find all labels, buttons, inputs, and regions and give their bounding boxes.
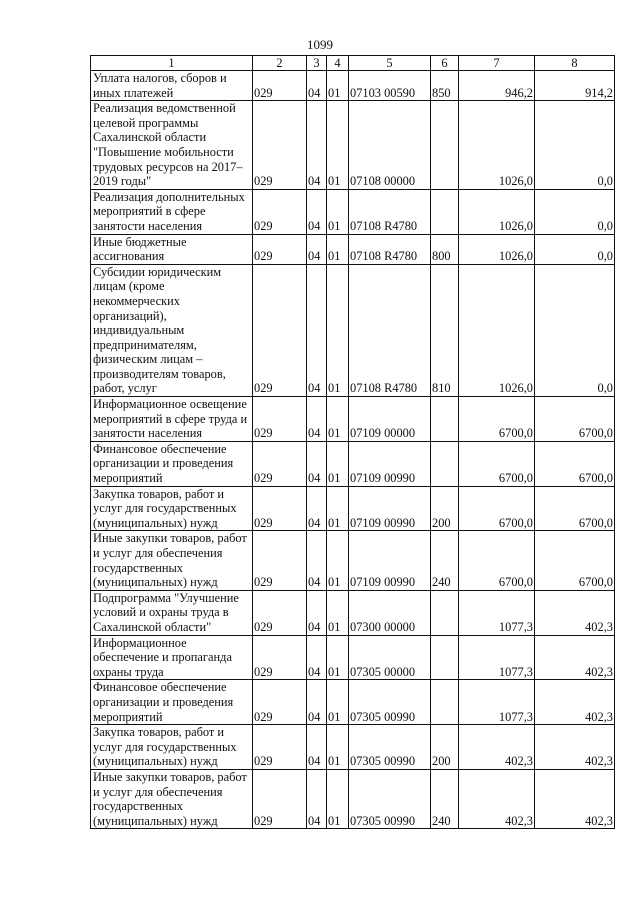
ministry-code-cell: 029	[253, 234, 307, 264]
row-name-cell: Иные закупки товаров, работ и услуг для обеспечения государственных (муниципальных) нужд	[91, 769, 253, 828]
ministry-code-cell: 029	[253, 189, 307, 234]
column-header: 5	[349, 56, 431, 71]
amount-col7-cell: 402,3	[459, 769, 535, 828]
ministry-code-cell: 029	[253, 397, 307, 442]
amount-col7-cell: 6700,0	[459, 441, 535, 486]
row-name-cell: Информационное освещение мероприятий в сфере труда и занятости населения	[91, 397, 253, 442]
expense-type-cell: 200	[431, 486, 459, 531]
table-row	[91, 101, 615, 190]
ministry-code-cell: 029	[253, 769, 307, 828]
expense-type-cell	[431, 680, 459, 725]
subsection-code-cell: 01	[327, 397, 349, 442]
ministry-code-cell: 029	[253, 635, 307, 680]
row-name-cell: Иные бюджетные ассигнования	[91, 234, 253, 264]
ministry-code-cell: 029	[253, 101, 307, 190]
amount-col7-cell: 946,2	[459, 71, 535, 101]
header-row	[91, 56, 615, 71]
amount-col8-cell: 402,3	[535, 680, 615, 725]
section-code-cell: 04	[307, 71, 327, 101]
section-code-cell: 04	[307, 234, 327, 264]
ministry-code-cell: 029	[253, 680, 307, 725]
table-row	[91, 234, 615, 264]
amount-col8-cell: 402,3	[535, 590, 615, 635]
section-code-cell: 04	[307, 397, 327, 442]
table-row	[91, 680, 615, 725]
amount-col7-cell: 6700,0	[459, 531, 535, 590]
ministry-code-cell: 029	[253, 264, 307, 396]
section-code-cell: 04	[307, 531, 327, 590]
row-name-cell: Подпрограмма "Улучшение условий и охраны труда в Сахалинской области"	[91, 590, 253, 635]
column-header: 2	[253, 56, 307, 71]
amount-col8-cell: 0,0	[535, 264, 615, 396]
ministry-code-cell: 029	[253, 531, 307, 590]
amount-col8-cell: 914,2	[535, 71, 615, 101]
row-name-cell: Уплата налогов, сборов и иных платежей	[91, 71, 253, 101]
section-code-cell: 04	[307, 590, 327, 635]
ministry-code-cell: 029	[253, 71, 307, 101]
expense-type-cell: 240	[431, 531, 459, 590]
amount-col7-cell: 1026,0	[459, 234, 535, 264]
section-code-cell: 04	[307, 725, 327, 770]
table-row	[91, 590, 615, 635]
table-row	[91, 725, 615, 770]
amount-col8-cell: 6700,0	[535, 531, 615, 590]
subsection-code-cell: 01	[327, 769, 349, 828]
subsection-code-cell: 01	[327, 71, 349, 101]
amount-col8-cell: 0,0	[535, 189, 615, 234]
row-name-cell: Финансовое обеспечение организации и проведения мероприятий	[91, 441, 253, 486]
table-row	[91, 531, 615, 590]
subsection-code-cell: 01	[327, 531, 349, 590]
target-article-cell: 07108 R4780	[349, 264, 431, 396]
section-code-cell: 04	[307, 101, 327, 190]
target-article-cell: 07109 00990	[349, 531, 431, 590]
expense-type-cell	[431, 590, 459, 635]
amount-col8-cell: 402,3	[535, 635, 615, 680]
table-row	[91, 71, 615, 101]
row-name-cell: Финансовое обеспечение организации и проведения мероприятий	[91, 680, 253, 725]
target-article-cell: 07108 R4780	[349, 234, 431, 264]
subsection-code-cell: 01	[327, 590, 349, 635]
expense-type-cell	[431, 441, 459, 486]
expense-type-cell: 850	[431, 71, 459, 101]
row-name-cell: Реализация дополнительных мероприятий в сфере занятости населения	[91, 189, 253, 234]
row-name-cell: Закупка товаров, работ и услуг для государственных (муниципальных) нужд	[91, 486, 253, 531]
subsection-code-cell: 01	[327, 635, 349, 680]
target-article-cell: 07300 00000	[349, 590, 431, 635]
column-header: 6	[431, 56, 459, 71]
row-name-cell: Закупка товаров, работ и услуг для государственных (муниципальных) нужд	[91, 725, 253, 770]
target-article-cell: 07305 00990	[349, 680, 431, 725]
amount-col8-cell: 402,3	[535, 769, 615, 828]
expense-type-cell: 200	[431, 725, 459, 770]
amount-col7-cell: 6700,0	[459, 397, 535, 442]
target-article-cell: 07109 00990	[349, 486, 431, 531]
target-article-cell: 07305 00000	[349, 635, 431, 680]
section-code-cell: 04	[307, 441, 327, 486]
row-name-cell: Иные закупки товаров, работ и услуг для обеспечения государственных (муниципальных) нужд	[91, 531, 253, 590]
target-article-cell: 07305 00990	[349, 725, 431, 770]
table-row	[91, 486, 615, 531]
amount-col7-cell: 1026,0	[459, 264, 535, 396]
ministry-code-cell: 029	[253, 590, 307, 635]
subsection-code-cell: 01	[327, 189, 349, 234]
subsection-code-cell: 01	[327, 101, 349, 190]
amount-col7-cell: 1077,3	[459, 590, 535, 635]
expense-type-cell: 800	[431, 234, 459, 264]
table-row	[91, 635, 615, 680]
column-header: 1	[91, 56, 253, 71]
amount-col8-cell: 0,0	[535, 234, 615, 264]
page-number: 1099	[307, 37, 333, 52]
ministry-code-cell: 029	[253, 441, 307, 486]
ministry-code-cell: 029	[253, 486, 307, 531]
amount-col8-cell: 0,0	[535, 101, 615, 190]
subsection-code-cell: 01	[327, 441, 349, 486]
section-code-cell: 04	[307, 486, 327, 531]
expense-type-cell	[431, 101, 459, 190]
expense-type-cell	[431, 635, 459, 680]
subsection-code-cell: 01	[327, 725, 349, 770]
section-code-cell: 04	[307, 680, 327, 725]
ministry-code-cell: 029	[253, 725, 307, 770]
column-header: 7	[459, 56, 535, 71]
row-name-cell: Информационное обеспечение и пропаганда охраны труда	[91, 635, 253, 680]
target-article-cell: 07108 R4780	[349, 189, 431, 234]
column-header: 8	[535, 56, 615, 71]
amount-col8-cell: 6700,0	[535, 397, 615, 442]
table-row	[91, 397, 615, 442]
expense-type-cell: 240	[431, 769, 459, 828]
section-code-cell: 04	[307, 189, 327, 234]
subsection-code-cell: 01	[327, 234, 349, 264]
target-article-cell: 07109 00990	[349, 441, 431, 486]
amount-col8-cell: 6700,0	[535, 486, 615, 531]
amount-col7-cell: 402,3	[459, 725, 535, 770]
section-code-cell: 04	[307, 264, 327, 396]
table-row	[91, 441, 615, 486]
row-name-cell: Субсидии юридическим лицам (кроме некоммерческих организаций), индивидуальным предпринимателям, физическим лицам – производителям товаров, работ, услуг	[91, 264, 253, 396]
column-header: 3	[307, 56, 327, 71]
amount-col7-cell: 1077,3	[459, 680, 535, 725]
subsection-code-cell: 01	[327, 486, 349, 531]
table-row	[91, 769, 615, 828]
amount-col8-cell: 402,3	[535, 725, 615, 770]
target-article-cell: 07108 00000	[349, 101, 431, 190]
amount-col7-cell: 1026,0	[459, 189, 535, 234]
section-code-cell: 04	[307, 769, 327, 828]
table-row	[91, 189, 615, 234]
row-name-cell: Реализация ведомственной целевой программы Сахалинской области "Повышение мобильности трудовых ресурсов на 2017–2019 годы"	[91, 101, 253, 190]
target-article-cell: 07103 00590	[349, 71, 431, 101]
expense-type-cell	[431, 397, 459, 442]
amount-col7-cell: 1077,3	[459, 635, 535, 680]
expense-type-cell	[431, 189, 459, 234]
table-row	[91, 264, 615, 396]
target-article-cell: 07305 00990	[349, 769, 431, 828]
expense-type-cell: 810	[431, 264, 459, 396]
subsection-code-cell: 01	[327, 680, 349, 725]
subsection-code-cell: 01	[327, 264, 349, 396]
amount-col7-cell: 6700,0	[459, 486, 535, 531]
amount-col7-cell: 1026,0	[459, 101, 535, 190]
column-header: 4	[327, 56, 349, 71]
budget-table	[90, 55, 615, 829]
section-code-cell: 04	[307, 635, 327, 680]
target-article-cell: 07109 00000	[349, 397, 431, 442]
amount-col8-cell: 6700,0	[535, 441, 615, 486]
